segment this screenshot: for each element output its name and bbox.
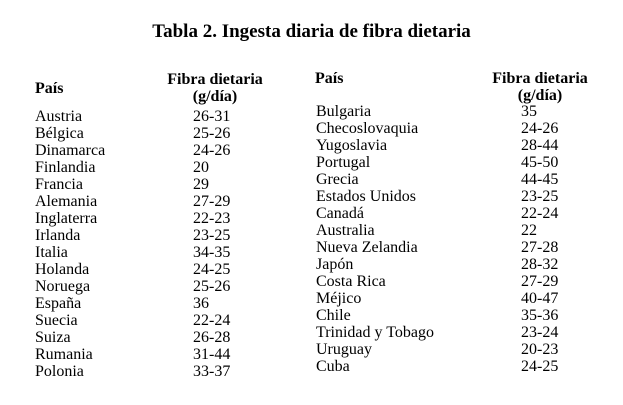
country-name: Yugoslavia: [316, 137, 388, 154]
fiber-value: 27-28: [521, 239, 559, 256]
fiber-value: 22-23: [193, 210, 231, 227]
page-title: Tabla 2. Ingesta diaria de fibra dietaria: [152, 21, 471, 42]
country-name: Checoslovaquia: [316, 120, 419, 137]
country-name: Holanda: [35, 261, 90, 278]
fiber-value: 25-26: [193, 125, 231, 142]
table-row: [316, 154, 606, 171]
country-name: Trinidad y Tobago: [316, 324, 434, 341]
table-row: [316, 256, 606, 273]
left-table-body: [35, 108, 295, 380]
country-name: Finlandia: [35, 159, 96, 176]
table-row: [316, 188, 606, 205]
fiber-value: 26-28: [193, 329, 231, 346]
fiber-value: 20: [193, 159, 209, 176]
table-row: [316, 290, 606, 307]
fiber-value: 28-32: [521, 256, 559, 273]
country-name: Méjico: [316, 290, 362, 307]
country-name: Italia: [35, 244, 68, 261]
table-row: [35, 227, 295, 244]
table-row: [316, 273, 606, 290]
country-name: Japón: [316, 256, 354, 273]
country-name: Grecia: [316, 171, 359, 188]
fiber-value: 22: [521, 222, 537, 239]
table-row: [35, 244, 295, 261]
country-name: Costa Rica: [316, 273, 386, 290]
table-row: [35, 329, 295, 346]
fiber-value: 22-24: [521, 205, 559, 222]
table-row: [316, 307, 606, 324]
country-name: Polonia: [35, 363, 84, 380]
country-name: Portugal: [316, 154, 371, 171]
country-name: España: [35, 295, 82, 312]
right-header-fiber: Fibra dietaria: [492, 70, 588, 87]
table-row: [35, 210, 295, 227]
fiber-value: 27-29: [193, 193, 231, 210]
fiber-value: 33-37: [193, 363, 231, 380]
table-row: [316, 341, 606, 358]
left-header-country: País: [35, 80, 64, 97]
fiber-value: 25-26: [193, 278, 231, 295]
country-name: Suiza: [35, 329, 71, 346]
country-name: Rumania: [35, 346, 93, 363]
fiber-value: 27-29: [521, 273, 559, 290]
country-name: Dinamarca: [35, 142, 106, 159]
table-row: [316, 103, 606, 120]
fiber-value: 44-45: [521, 171, 559, 188]
fiber-value: 36: [193, 295, 209, 312]
country-name: Estados Unidos: [316, 188, 416, 205]
fiber-value: 29: [193, 176, 209, 193]
table-row: [35, 193, 295, 210]
table-row: [316, 137, 606, 154]
table-row: [316, 205, 606, 222]
fiber-value: 24-26: [193, 142, 231, 159]
table-row: [316, 120, 606, 137]
fiber-value: 31-44: [193, 346, 231, 363]
fiber-value: 20-23: [521, 341, 559, 358]
country-name: Bélgica: [35, 125, 84, 142]
table-row: [35, 312, 295, 329]
country-name: Inglaterra: [35, 210, 98, 227]
table-row: [35, 295, 295, 312]
country-name: Suecia: [35, 312, 78, 329]
table-row: [35, 176, 295, 193]
table-row: [316, 239, 606, 256]
left-header-unit: (g/día): [192, 88, 238, 105]
fiber-value: 23-25: [193, 227, 231, 244]
fiber-value: 24-25: [193, 261, 231, 278]
country-name: Uruguay: [316, 341, 372, 358]
country-name: Canadá: [316, 205, 364, 222]
fiber-value: 35: [521, 103, 537, 120]
fiber-value: 22-24: [193, 312, 231, 329]
country-name: Noruega: [35, 278, 91, 295]
fiber-value: 35-36: [521, 307, 559, 324]
country-name: Nueva Zelandia: [316, 239, 418, 256]
table-row: [316, 222, 606, 239]
right-header-unit: (g/día): [517, 87, 563, 104]
table-row: [35, 278, 295, 295]
fiber-value: 23-25: [521, 188, 559, 205]
country-name: Irlanda: [35, 227, 81, 244]
right-table-body: [316, 103, 606, 375]
table-row: [35, 261, 295, 278]
table-row: [35, 159, 295, 176]
country-name: Cuba: [316, 358, 350, 375]
country-name: Bulgaria: [316, 103, 372, 120]
fiber-value: 34-35: [193, 244, 231, 261]
right-header-country: País: [315, 70, 344, 87]
fiber-value: 23-24: [521, 324, 559, 341]
fiber-value: 24-25: [521, 358, 559, 375]
table-row: [35, 346, 295, 363]
fiber-value: 26-31: [193, 108, 231, 125]
country-name: Francia: [35, 176, 83, 193]
table-row: [316, 324, 606, 341]
fiber-value: 24-26: [521, 120, 559, 137]
country-name: Austria: [35, 108, 83, 125]
table-row: [35, 125, 295, 142]
left-header-fiber: Fibra dietaria: [167, 71, 263, 88]
table-row: [35, 142, 295, 159]
table-row: [316, 358, 606, 375]
fiber-value: 45-50: [521, 154, 559, 171]
country-name: Alemania: [35, 193, 98, 210]
table-row: [35, 363, 295, 380]
fiber-value: 40-47: [521, 290, 559, 307]
country-name: Chile: [316, 307, 351, 324]
fiber-value: 28-44: [521, 137, 559, 154]
table-row: [316, 171, 606, 188]
country-name: Australia: [316, 222, 375, 239]
table-row: [35, 108, 295, 125]
